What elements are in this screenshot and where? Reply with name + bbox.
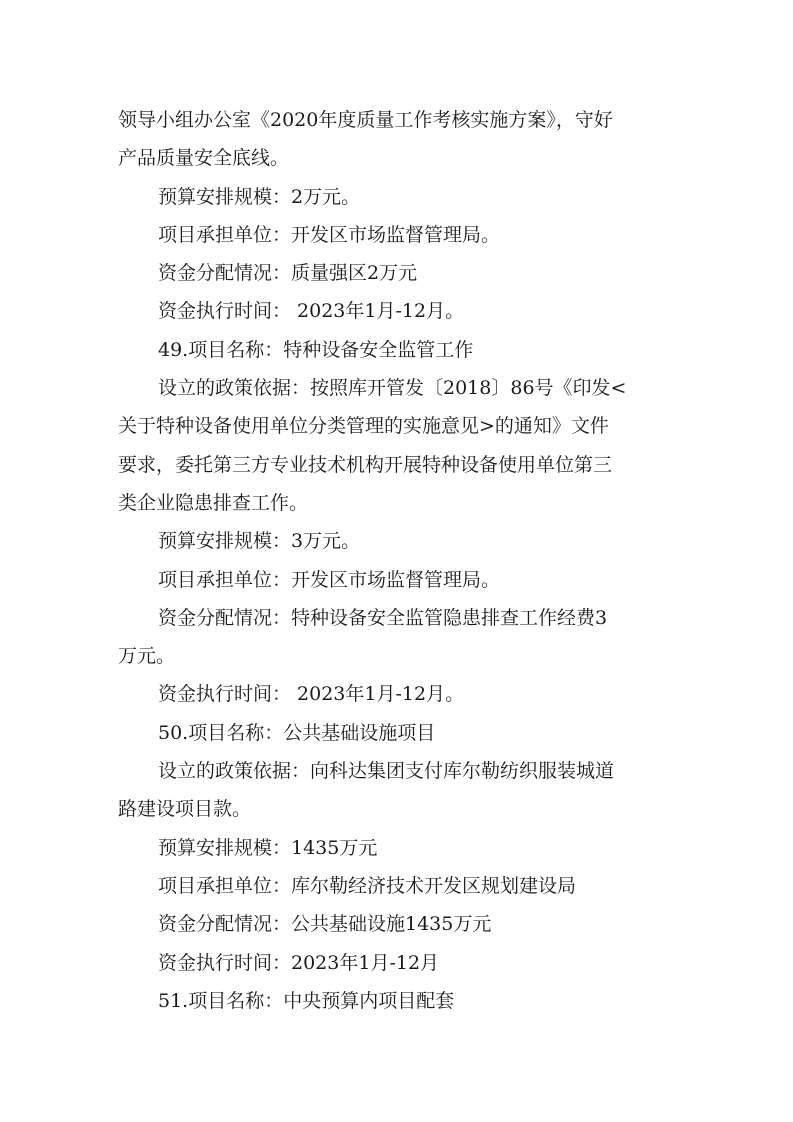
paragraph <box>118 714 688 752</box>
paragraph <box>118 254 688 292</box>
paragraph <box>118 178 688 216</box>
paragraph <box>118 522 688 560</box>
document-body <box>118 101 688 1020</box>
text-line: 51.项目名称：中央预算内项目配套 <box>158 989 455 1012</box>
text-line: 资金执行时间：2023年1月-12月 <box>158 951 440 974</box>
text-line: 路建设项目款。 <box>118 798 252 821</box>
text-line: 预算安排规模：1435万元 <box>158 836 378 859</box>
text-line: 资金分配情况：公共基础设施1435万元 <box>158 913 492 936</box>
paragraph <box>118 867 688 905</box>
text-line: 项目承担单位：库尔勒经济技术开发区规划建设局 <box>158 874 577 897</box>
text-line: 领导小组办公室《2020年度质量工作考核实施方案》，守好 <box>118 109 613 131</box>
paragraph <box>118 752 688 829</box>
text-line: 资金分配情况：质量强区2万元 <box>158 262 418 285</box>
paragraph <box>118 561 688 599</box>
paragraph <box>118 369 688 522</box>
paragraph <box>118 982 688 1020</box>
paragraph <box>118 101 688 178</box>
paragraph <box>118 292 688 330</box>
paragraph <box>118 944 688 982</box>
paragraph <box>118 905 688 943</box>
text-line: 资金执行时间： 2023年1月-12月。 <box>158 683 465 706</box>
text-line: 资金执行时间： 2023年1月-12月。 <box>158 300 465 323</box>
text-line: 50.项目名称：公共基础设施项目 <box>158 721 436 744</box>
paragraph <box>118 599 688 676</box>
text-line: 万元。 <box>118 645 176 668</box>
text-line: 要求，委托第三方专业技术机构开展特种设备使用单位第三 <box>118 453 613 476</box>
text-line: 预算安排规模：3万元。 <box>158 530 361 553</box>
text-line: 49.项目名称：特种设备安全监管工作 <box>158 338 474 361</box>
paragraph <box>118 331 688 369</box>
paragraph <box>118 216 688 254</box>
text-line: 设立的政策依据：按照库开管发〔2018〕86号《印发< <box>158 377 627 400</box>
paragraph <box>118 675 688 713</box>
text-line: 设立的政策依据：向科达集团支付库尔勒纺织服装城道 <box>158 760 615 783</box>
paragraph <box>118 829 688 867</box>
text-line: 预算安排规模：2万元。 <box>158 185 361 208</box>
text-line: 产品质量安全底线。 <box>118 147 290 170</box>
text-line: 项目承担单位：开发区市场监督管理局。 <box>158 223 501 246</box>
text-line: 关于特种设备使用单位分类管理的实施意见>的通知》文件 <box>118 415 609 438</box>
text-line: 类企业隐患排查工作。 <box>118 491 309 514</box>
text-line: 项目承担单位：开发区市场监督管理局。 <box>158 568 501 591</box>
text-line: 资金分配情况：特种设备安全监管隐患排查工作经费3 <box>158 606 608 629</box>
